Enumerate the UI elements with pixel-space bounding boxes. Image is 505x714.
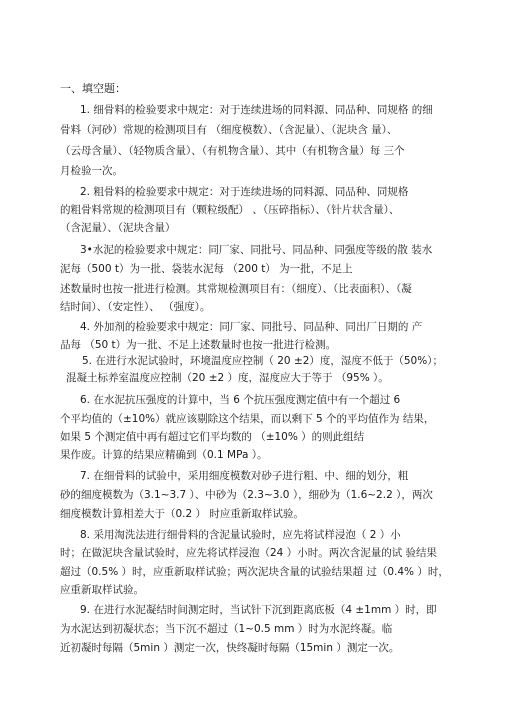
q4-line-2: 品每 （50 t）为一批、不足上述数量时也按一批进行检测。 (60, 339, 337, 351)
q8-line-2: 时；在做泥块含量试验时，应先将试样浸泡（24 ）小时。两次含泥量的试 验结果 (60, 547, 438, 559)
q9-line-3: 近初凝时每隔（5min ）测定一次，快终凝时每隔（15min ）测定一次。 (60, 642, 400, 654)
q6-line-4: 果作废。计算的结果应精确到（0.1 MPa ）。 (60, 449, 268, 461)
q5-line-2: 混凝土标养室温度应控制（20 ±2 ）度，湿度应大于等于 （95% ）。 (66, 372, 389, 384)
q6-line-1: 6. 在水泥抗压强度的计算中，当 6 个抗压强度测定值中有一个超过 6 (80, 394, 401, 406)
q2-line-1: 2. 粗骨料的检验要求中规定：对于连续进场的同料源、同品种、同规格 (80, 186, 409, 198)
q4-line-1: 4. 外加剂的检验要求中规定：同厂家、同批号、同品种、同出厂日期的 产 (80, 321, 423, 333)
q1-line-3: （云母含量）、（轻物质含量）、（有机物含量）、其中（有机物含量）每 三个 (60, 145, 405, 157)
q3-line-4: 结时间）、（安定性）、 （强度）。 (60, 301, 211, 313)
q8-line-3: 超过（0.5% ）时，应重新取样试验；两次泥块含量的试验结果超 过（0.4% ）时， (60, 566, 449, 578)
q3-line-1: 3•水泥的检验要求中规定：同厂家、同批号、同品种、同强度等级的散 装水 (80, 244, 433, 256)
q8-line-1: 8. 采用淘洗法进行细骨料的含泥量试验时，应先将试样浸泡（ 2 ）小 (80, 529, 401, 541)
q6-line-3: 如果 5 个测定值中再有超过它们平均数的 （±10% ）的则此组结 (60, 431, 365, 443)
q9-line-2: 为水泥达到初凝状态；当下沉不超过（1~0.5 mm ）时为水泥终凝。临 (60, 623, 393, 635)
q2-line-3: （含泥量）、（泥块含量） (60, 222, 176, 234)
q9-line-1: 9. 在进行水泥凝结时间测定时，当试针下沉到距离底板（4 ±1mm ）时，即 (80, 604, 437, 616)
q3-line-3: 述数量时也按一批进行检测。其常规检测项目有：（细度）、（比表面积）、（凝 (60, 283, 412, 295)
q7-line-1: 7. 在细骨料的试验中，采用细度模数对砂子进行粗、中、细的划分，粗 (80, 470, 409, 482)
q2-line-2: 的粗骨料常规的检测项目有（颗粒级配） 、（压碎指标）、（针片状含量）、 (60, 204, 400, 216)
q5-line-1: 5. 在进行水泥试验时，环境温度应控制（ 20 ±2）度，湿度不低于（50%）； (82, 355, 443, 367)
q6-line-2: 个平均值的（±10%）就应该剔除这个结果，而以剩下 5 个的平均值作为 结果， (60, 413, 435, 425)
q1-line-2: 骨料（河砂）常规的检测项目有 （细度模数）、（含泥量）、（泥块含 量）、 (60, 124, 398, 136)
section-title: 一、填空题： (60, 82, 126, 95)
q7-line-3: 细度模数计算相差大于（0.2 ） 时应重新取样试验。 (60, 508, 304, 520)
q1-line-1: 1. 细骨料的检验要求中规定：对于连续进场的同料源、同品种、同规格 的细 (80, 104, 433, 116)
q1-line-4: 月检验一次。 (60, 165, 123, 177)
q3-line-2: 泥每（500 t）为一批、袋装水泥每 （200 t） 为一批，不足上 (60, 263, 353, 275)
q8-line-4: 应重新取样试验。 (60, 584, 144, 596)
q7-line-2: 砂的细度模数为（3.1~3.7 ）、中砂为（2.3~3.0 ），细砂为（1.6~2.2 ），两次 (60, 489, 433, 501)
